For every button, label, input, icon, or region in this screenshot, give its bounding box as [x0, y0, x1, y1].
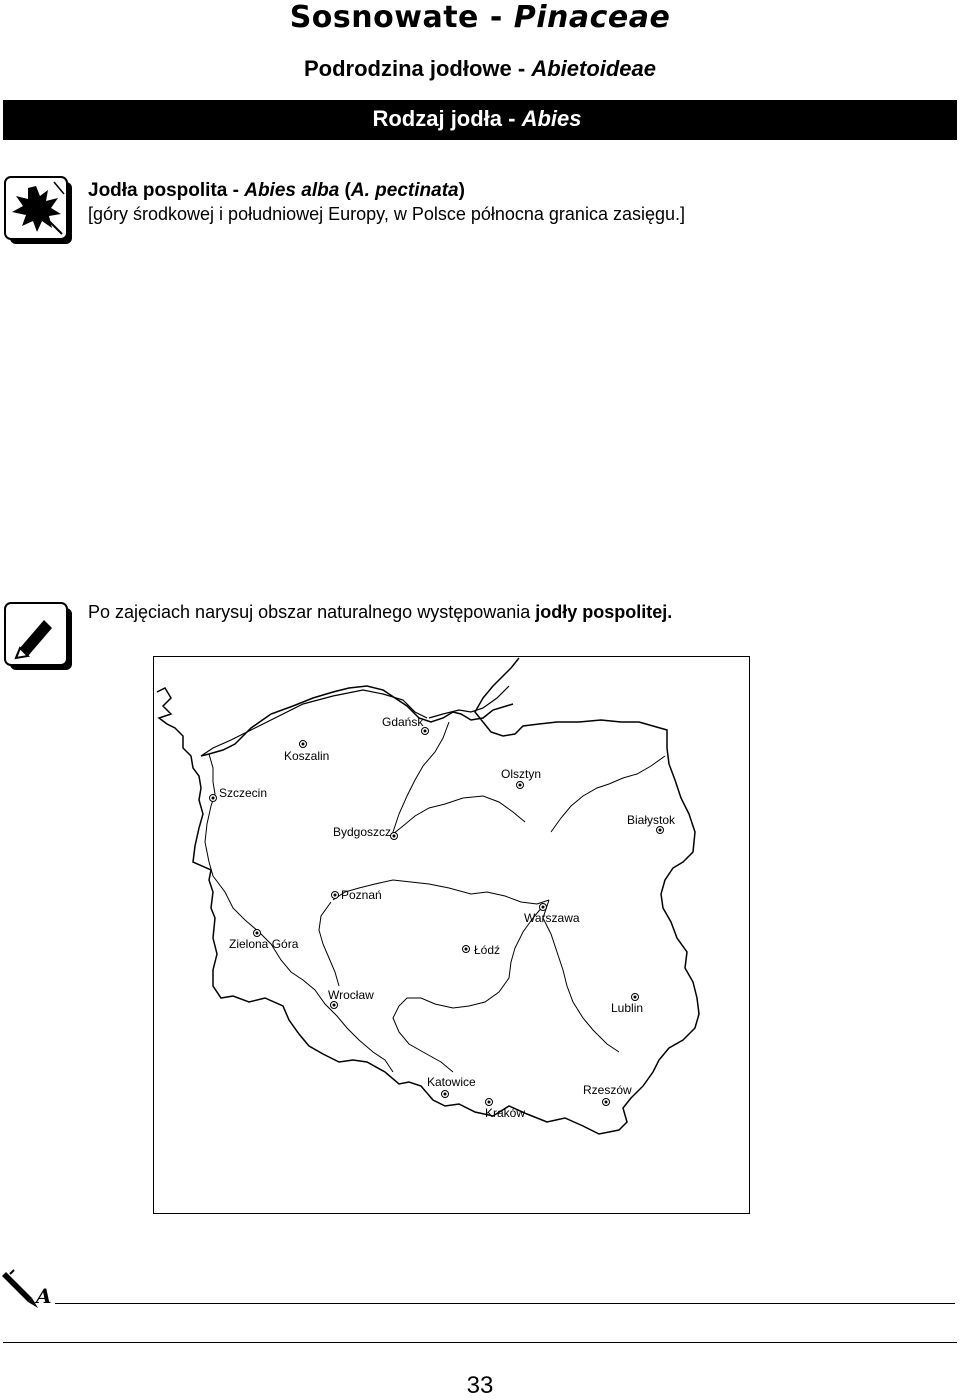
city-label-lodz: Łódź — [474, 943, 501, 957]
city-lodz — [463, 943, 501, 957]
city-label-koszalin: Koszalin — [284, 749, 330, 763]
city-label-olsztyn: Olsztyn — [501, 767, 542, 781]
city-label-szczecin: Szczecin — [219, 786, 268, 800]
city-wroclaw — [328, 988, 374, 1009]
species-common-name: Jodła pospolita - — [88, 180, 245, 201]
subfamily-title-text: Podrodzina jodłowe - — [303, 56, 532, 81]
notes-line — [55, 1303, 955, 1304]
city-katowice — [427, 1075, 476, 1098]
city-poznan — [332, 888, 382, 902]
notes-letter: A — [36, 1284, 52, 1308]
species-syn-open: ( — [339, 180, 351, 201]
city-label-krakow: Kraków — [485, 1106, 526, 1120]
species-latin-name: Abies alba — [244, 180, 340, 201]
city-label-warszawa: Warszawa — [524, 911, 580, 925]
subfamily-title-latin: Abietoideae — [531, 56, 657, 81]
city-label-gdansk: Gdańsk — [382, 715, 424, 729]
species-range: [góry środkowej i południowej Europy, w Polsce północna granica zasięgu.] — [88, 204, 685, 224]
species-synonym: A. pectinata — [350, 180, 459, 201]
genus-title-text: Rodzaj jodła - — [372, 106, 522, 131]
family-title-latin: Pinaceae — [513, 0, 671, 35]
family-title — [0, 0, 960, 35]
city-label-bialystok: Białystok — [627, 813, 676, 827]
poland-map — [153, 656, 750, 1214]
pencil-icon — [4, 602, 68, 666]
task-bold: jodły pospolitej. — [535, 602, 673, 622]
city-label-lublin: Lublin — [611, 1001, 644, 1015]
city-szczecin — [210, 786, 268, 802]
city-bydgoszcz — [333, 825, 398, 840]
city-label-zielona-gora: Zielona Góra — [229, 937, 299, 951]
city-warszawa — [524, 904, 580, 926]
city-label-wroclaw: Wrocław — [328, 988, 374, 1002]
city-label-poznan: Poznań — [341, 888, 382, 902]
city-olsztyn — [501, 767, 541, 789]
city-koszalin — [284, 741, 329, 764]
species-syn-close: ) — [458, 180, 465, 201]
genus-title — [0, 106, 954, 132]
city-zielona-gora — [229, 930, 299, 952]
city-label-bydgoszcz: Bydgoszcz — [333, 825, 392, 839]
city-gdansk — [382, 715, 429, 735]
subfamily-title — [0, 56, 960, 82]
leaf-icon — [4, 176, 68, 240]
task-instruction — [88, 602, 672, 623]
city-bialystok — [627, 813, 676, 834]
page-number: 33 — [466, 1372, 494, 1399]
footer-divider — [3, 1342, 957, 1343]
city-rzeszow — [583, 1083, 632, 1106]
task-text: Po zajęciach narysuj obszar naturalnego występowania — [88, 602, 536, 622]
family-title-text: Sosnowate - — [289, 0, 514, 35]
coast-line — [201, 686, 509, 756]
city-lublin — [611, 994, 643, 1016]
genus-title-latin: Abies — [521, 106, 582, 131]
city-label-rzeszow: Rzeszów — [583, 1083, 632, 1097]
city-krakow — [485, 1099, 525, 1121]
city-label-katowice: Katowice — [427, 1075, 476, 1089]
species-name — [88, 180, 465, 202]
